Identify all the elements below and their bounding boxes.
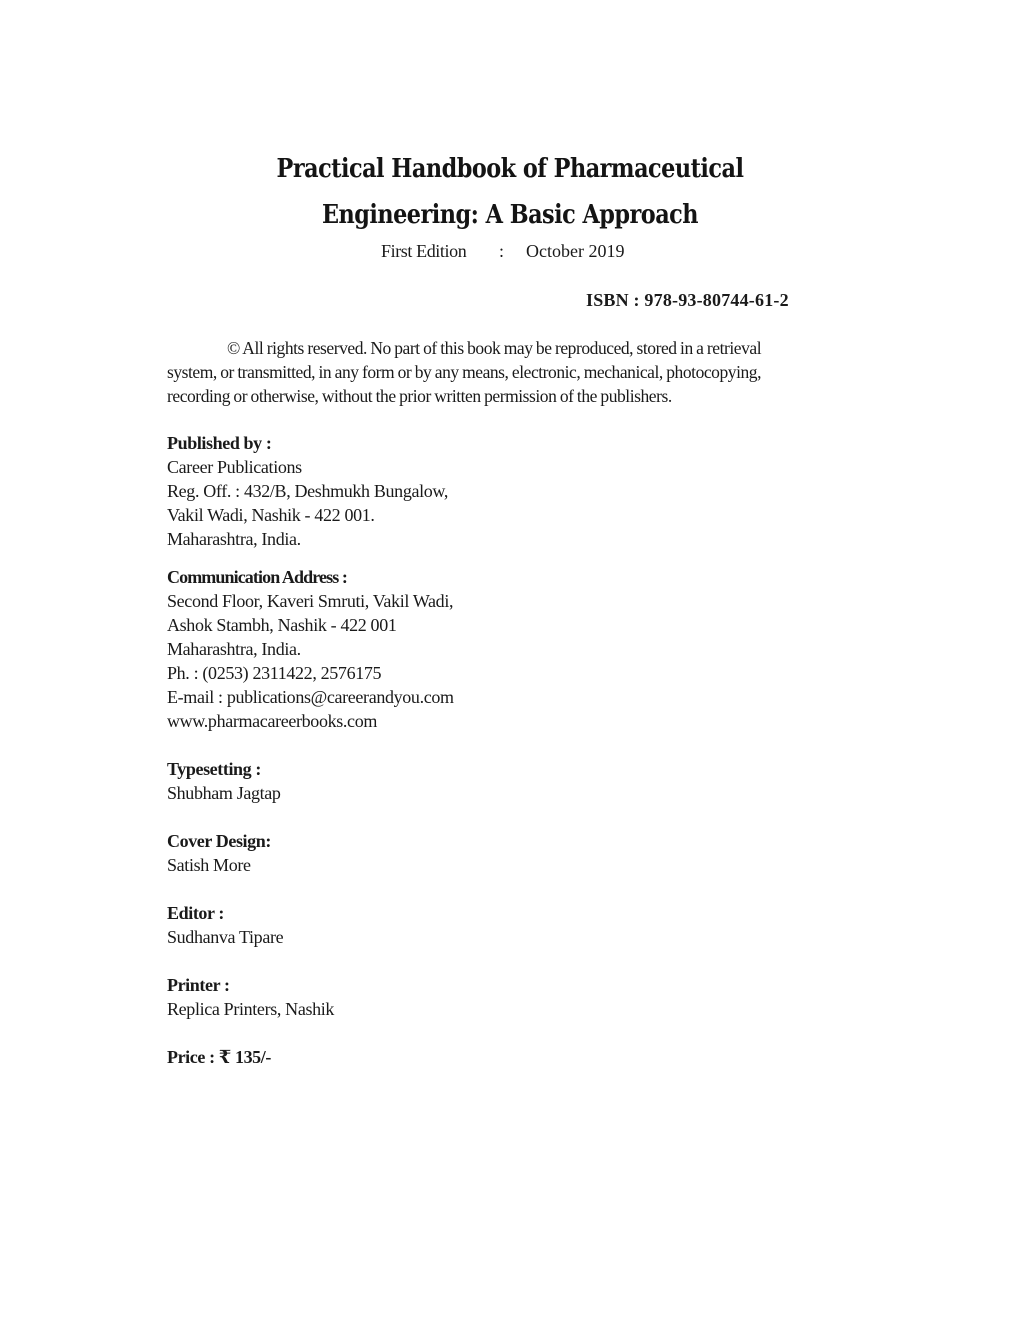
book-title-line-1: Practical Handbook of Pharmaceutical [276,154,744,184]
communication-address-heading: Communication Address : [167,567,347,587]
publisher-address-line: Vakil Wadi, Nashik - 422 001. [167,505,375,525]
price: Price : ₹ 135/- [167,1047,271,1067]
rights-line-1: © All rights reserved. No part of this book may be reproduced, stored in a retrieval [227,338,762,358]
rights-line-2: system, or transmitted, in any form or by any means, electronic, mechanical, photocopying, [167,362,762,382]
publisher-address-line: Reg. Off. : 432/B, Deshmukh Bungalow, [167,481,449,501]
communication-address-line: Second Floor, Kaveri Smruti, Vakil Wadi, [167,591,454,611]
editor-section [167,901,283,949]
published-by-heading: Published by : [167,433,272,453]
rights-notice [167,336,857,408]
printer-heading: Printer : [167,975,230,995]
typesetting-section [167,757,281,805]
printer-section [167,973,334,1021]
price-section [167,1045,271,1069]
communication-address-line: Maharashtra, India. [167,639,301,659]
communication-address-line: Ashok Stambh, Nashik - 422 001 [167,615,397,635]
edition-separator: : [499,241,505,261]
cover-design-section [167,829,271,877]
book-title-line-2: Engineering: A Basic Approach [321,200,699,230]
edition-label: First Edition [381,241,467,261]
cover-designer-name: Satish More [167,855,251,875]
rights-line-3: recording or otherwise, without the prior written permission of the publishers. [167,386,672,406]
editor-heading: Editor : [167,903,224,923]
phone-number: Ph. : (0253) 2311422, 2576175 [167,663,382,683]
book-title [71,146,948,238]
communication-address-section [167,565,454,733]
website-url: www.pharmacareerbooks.com [167,711,377,731]
edition-date: October 2019 [526,241,625,261]
email-address: E-mail : publications@careerandyou.com [167,687,454,707]
publisher-name: Career Publications [167,457,302,477]
printer-name: Replica Printers, Nashik [167,999,335,1019]
typesetting-name: Shubham Jagtap [167,783,281,803]
cover-design-heading: Cover Design: [167,831,271,851]
typesetting-heading: Typesetting : [167,759,261,779]
published-by-section [167,431,448,551]
publisher-address-line: Maharashtra, India. [167,529,301,549]
editor-name: Sudhanva Tipare [167,927,284,947]
isbn: ISBN : 978-93-80744-61-2 [586,290,789,310]
